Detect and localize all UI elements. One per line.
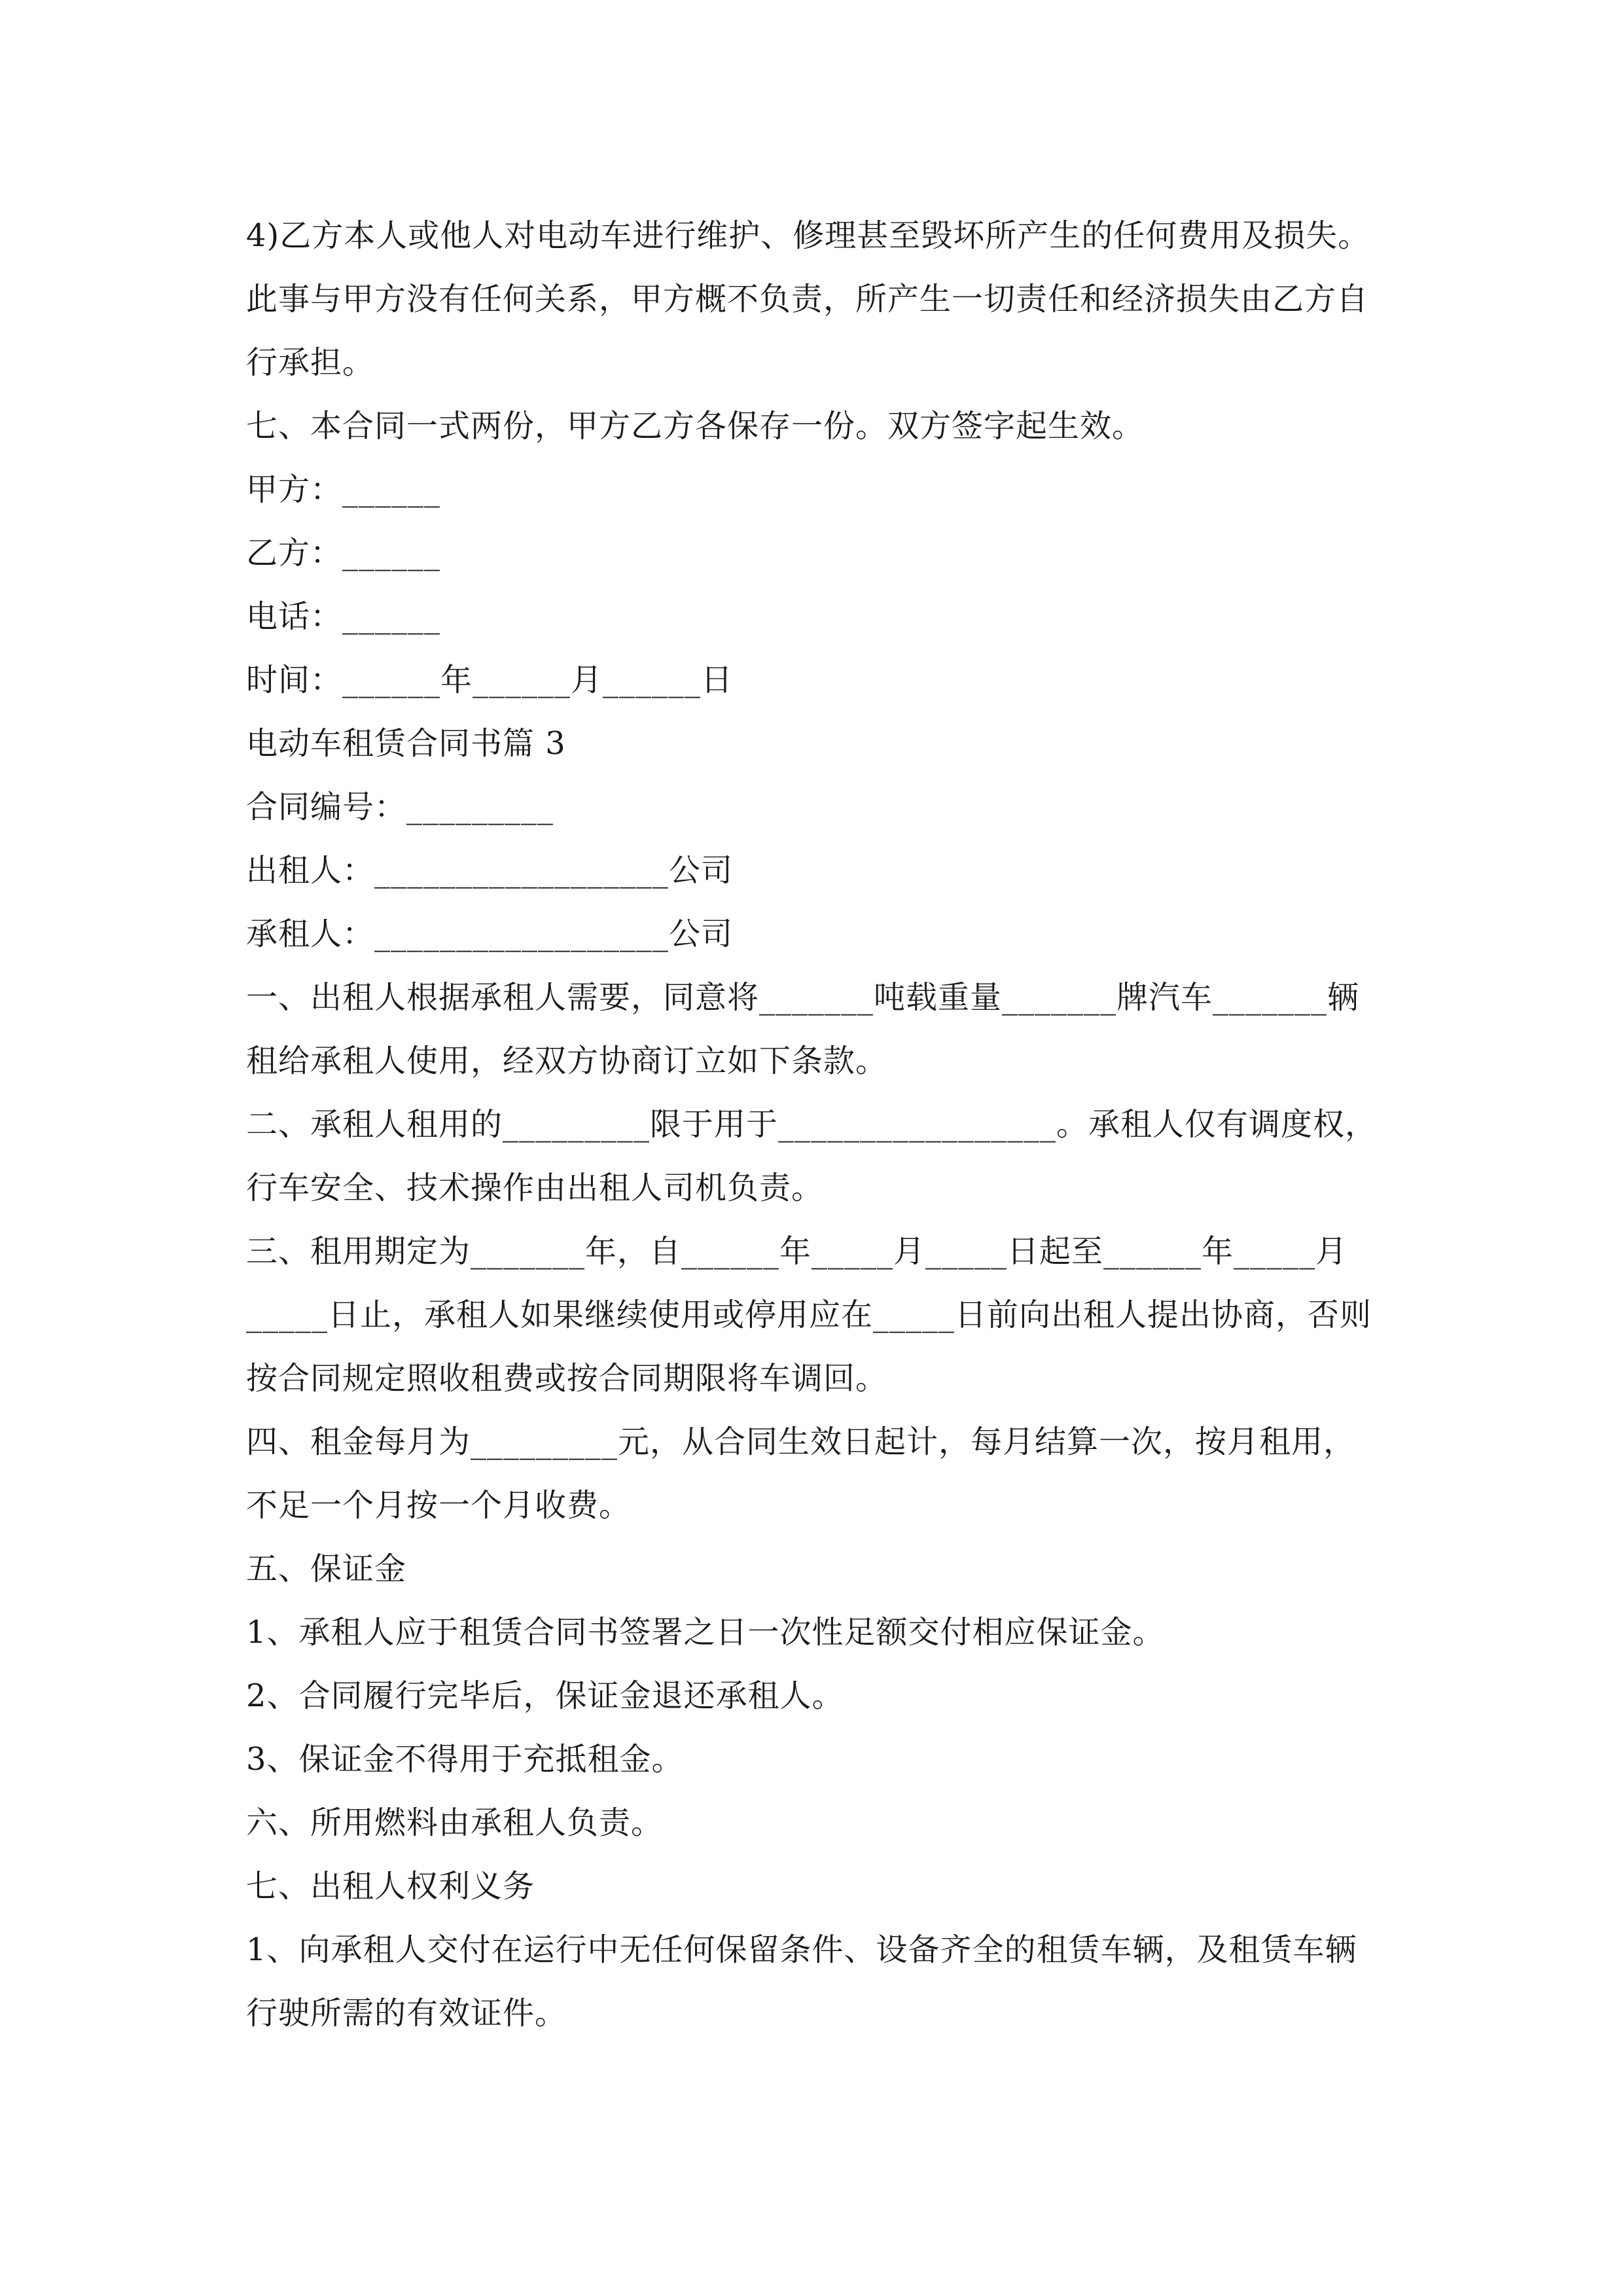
text-line: 1、承租人应于租赁合同书签署之日一次性足额交付相应保证金。	[246, 1614, 1165, 1651]
text-line: 三、租用期定为_______年，自______年_____月_____日起至______年_____月	[246, 1233, 1348, 1270]
signature-party-b: 乙方：______	[246, 535, 441, 571]
signature-party-a: 甲方：______	[246, 471, 441, 508]
text-line: 二、承租人租用的_________限于用于_________________。承租人仅有调度权，	[246, 1106, 1378, 1143]
text-line: 不足一个月按一个月收费。	[246, 1487, 632, 1524]
signature-phone: 电话：______	[246, 598, 441, 635]
text-line: 行承担。	[246, 344, 375, 381]
document-body	[246, 204, 1398, 2045]
text-line: 2、合同履行完毕后，保证金退还承租人。	[246, 1677, 844, 1714]
text-line: 七、本合同一式两份，甲方乙方各保存一份。双方签字起生效。	[246, 408, 1145, 444]
text-line: 六、所用燃料由承租人负责。	[246, 1804, 664, 1841]
section-heading: 五、保证金	[246, 1551, 407, 1587]
text-line: 四、租金每月为_________元，从合同生效日起计，每月结算一次，按月租用，	[246, 1424, 1356, 1460]
signature-date: 时间：______年______月______日	[246, 662, 734, 698]
text-line: 3、保证金不得用于充抵租金。	[246, 1741, 684, 1778]
section-title: 电动车租赁合同书篇 3	[246, 725, 566, 762]
text-line: 按合同规定照收租费或按合同期限将车调回。	[246, 1360, 888, 1397]
text-line: 行车安全、技术操作由出租人司机负责。	[246, 1170, 824, 1206]
text-line: 4)乙方本人或他人对电动车进行维护、修理甚至毁坏所产生的任何费用及损失。	[246, 217, 1370, 254]
text-line: 此事与甲方没有任何关系，甲方概不负责，所产生一切责任和经济损失由乙方自	[246, 281, 1369, 317]
lessee-line: 承租人：__________________公司	[246, 916, 734, 952]
text-line: 一、出租人根据承租人需要，同意将_______吨载重量_______牌汽车_______辆	[246, 979, 1360, 1016]
text-line: _____日止，承租人如果继续使用或停用应在_____日前向出租人提出协商，否则	[246, 1297, 1372, 1333]
text-line: 1、向承租人交付在运行中无任何保留条件、设备齐全的租赁车辆，及租赁车辆	[246, 1931, 1357, 1968]
text-line: 租给承租人使用，经双方协商订立如下条款。	[246, 1043, 888, 1079]
text-line: 行驶所需的有效证件。	[246, 1995, 567, 2032]
contract-number: 合同编号：_________	[246, 789, 554, 825]
section-heading: 七、出租人权利义务	[246, 1868, 535, 1905]
lessor-line: 出租人：__________________公司	[246, 852, 734, 889]
